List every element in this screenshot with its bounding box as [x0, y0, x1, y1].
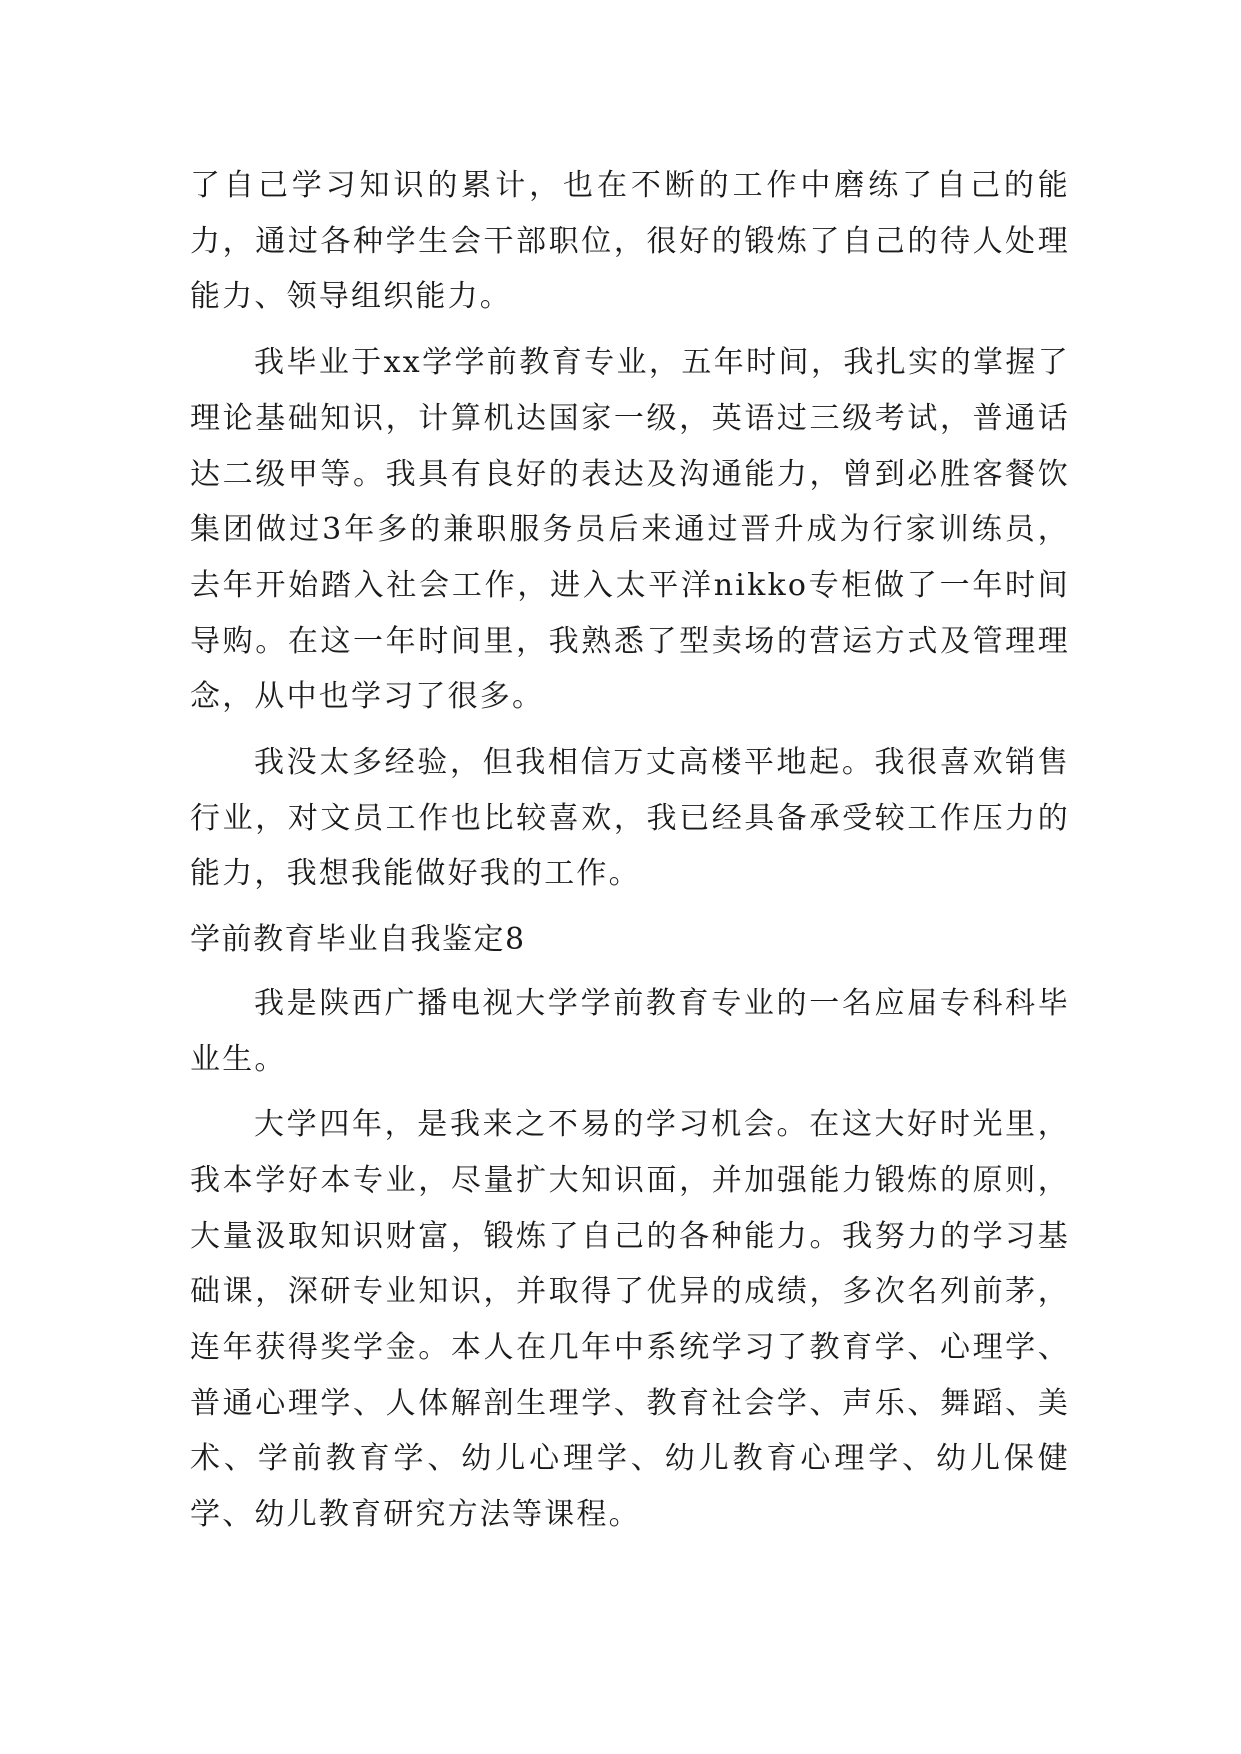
section-heading: 学前教育毕业自我鉴定8	[190, 922, 526, 958]
paragraph-introduction: 我是陕西广播电视大学学前教育专业的一名应届专科科毕业生。	[190, 985, 1070, 1077]
paragraph-university-study: 大学四年，是我来之不易的学习机会。在这大好时光里，我本学好本专业，尽量扩大知识面，并加强能力锻炼的原则，大量汲取知识财富，锻炼了自己的各种能力。我努力的学习基础课，深研专业知识，并取得了优异的成绩，多次名列前茅，连年获得奖学金。本人在几年中系统学习了教育学、心理学、普通心理学、人体解剖生理学、教育社会学、声乐、舞蹈、美术、学前教育学、幼儿心理学、幼儿教育心理学、幼儿保健学、幼儿教育研究方法等课程。	[190, 1107, 1070, 1533]
paragraph-continuation: 了自己学习知识的累计，也在不断的工作中磨练了自己的能力，通过各种学生会干部职位，很好的锻炼了自己的待人处理能力、领导组织能力。	[190, 168, 1070, 315]
document-body	[190, 158, 1070, 1553]
paragraph-education-background: 我毕业于xx学学前教育专业，五年时间，我扎实的掌握了理论基础知识，计算机达国家一级，英语过三级考试，普通话达二级甲等。我具有良好的表达及沟通能力，曾到必胜客餐饮集团做过3年多的兼职服务员后来通过晋升成为行家训练员，去年开始踏入社会工作，进入太平洋nikko专柜做了一年时间导购。在这一年时间里，我熟悉了型卖场的营运方式及管理理念，从中也学习了很多。	[190, 345, 1070, 715]
paragraph-career-outlook: 我没太多经验，但我相信万丈高楼平地起。我很喜欢销售行业，对文员工作也比较喜欢，我已经具备承受较工作压力的能力，我想我能做好我的工作。	[190, 745, 1070, 892]
